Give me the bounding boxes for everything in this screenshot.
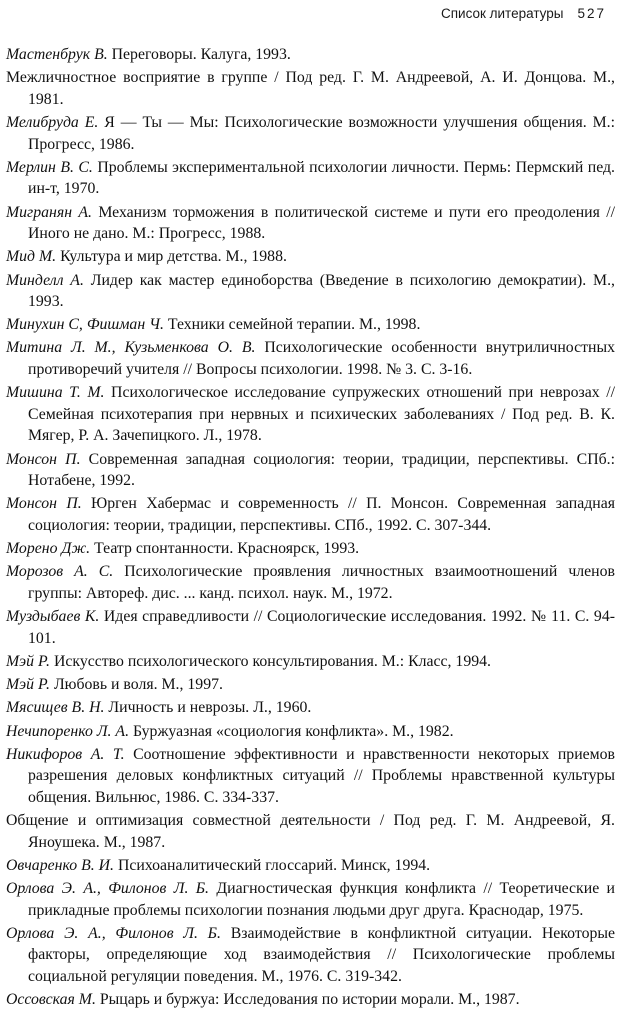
entry-text: Психоаналитический глоссарий. Минск, 1994. <box>117 856 431 874</box>
bibliography-entry <box>6 923 615 988</box>
entry-author: Никифоров А. Т. <box>6 745 125 763</box>
entry-text: Любовь и воля. М., 1997. <box>53 676 223 694</box>
bibliography-entry <box>6 855 615 877</box>
bibliography-entry <box>6 202 615 245</box>
entry-text: Буржуазная «социология конфликта». М., 1982. <box>132 722 454 740</box>
bibliography-entry <box>6 989 615 1011</box>
bibliography-entry <box>6 493 615 536</box>
entry-text: Юрген Хабермас и современность // П. Монсон. Современная западная социология: теории, традиции, перспективы. СПб., 1992. С. 307-344. <box>28 495 615 534</box>
section-title: Список литературы <box>440 6 564 21</box>
entry-author: Мерлин В. С. <box>6 158 93 176</box>
bibliography-entry <box>6 674 615 696</box>
entry-text: Искусство психологического консультирования. М.: Класс, 1994. <box>53 652 491 670</box>
entry-text: Техники семейной терапии. М., 1998. <box>167 316 421 334</box>
bibliography-entry <box>6 744 615 809</box>
bibliography-entry <box>6 270 615 313</box>
entry-author: Мясищев В. Н. <box>6 699 105 717</box>
entry-author: Орлова Э. А., Филонов Л. Б. <box>6 880 210 898</box>
bibliography-entry <box>6 382 615 447</box>
entry-text: Личность и неврозы. Л., 1960. <box>108 699 312 717</box>
bibliography-entry <box>6 449 615 492</box>
entry-author: Оссовская М. <box>6 991 96 1009</box>
entry-author: Митина Л. М., Кузьменкова О. В. <box>6 339 256 357</box>
entry-text: Переговоры. Калуга, 1993. <box>111 46 291 63</box>
entry-author: Мишина Т. М. <box>6 384 105 402</box>
entry-text: Психологические особенности внутриличностных противоречий учителя // Вопросы психологии. 1998. № 3. С. 3-16. <box>28 339 615 379</box>
entry-text: Межличностное восприятие в группе / Под ред. Г. М. Андреевой, А. И. Донцова. М., 1981. <box>6 69 615 108</box>
entry-text: Общение и оптимизация совместной деятельности / Под ред. Г. М. Андреевой, Я. Яноушека. М., 1987. <box>6 812 615 851</box>
bibliography-entry <box>6 157 615 200</box>
entry-text: Психологическое исследование супружеских отношений при неврозах // Семейная психотерапия при нервных и психических заболеваниях / Под ред. В. К. Мягер, Р. А. Зачепицкого. Л., 1978. <box>28 384 615 445</box>
entry-text: Театр спонтанности. Красноярск, 1993. <box>94 540 360 558</box>
entry-author: Мастенбрук В. <box>6 46 108 63</box>
bibliography-entry <box>6 44 615 66</box>
bibliography-entry <box>6 651 615 673</box>
entry-author: Мэй Р. <box>6 676 50 694</box>
bibliography-entry <box>6 67 615 110</box>
entry-author: Минделл А. <box>6 271 84 289</box>
entry-author: Монсон П. <box>6 450 81 468</box>
entry-text: Культура и мир детства. М., 1988. <box>60 248 287 266</box>
entry-text: Диагностическая функция конфликта // Теоретические и прикладные проблемы психологии познания людьми друг друга. Краснодар, 1975. <box>28 880 616 919</box>
bibliography-entry <box>6 337 615 380</box>
entry-text: Соотношение эффективности и нравственности некоторых приемов разрешения деловых конфликтных ситуаций // Проблемы нравственной культуры общения. Вильнюс, 1986. С. 334-337. <box>28 745 616 806</box>
entry-author: Овчаренко В. И. <box>6 856 114 874</box>
bibliography-entry <box>6 878 615 921</box>
bibliography-entry <box>6 538 615 560</box>
entry-text: Психологические проявления личностных взаимоотношений членов группы: Автореф. дис. ... канд. психол. наук. М., 1972. <box>28 563 615 602</box>
entry-author: Морозов А. С. <box>6 563 114 581</box>
entry-author: Монсон П. <box>6 495 82 513</box>
page-number: 527 <box>577 6 606 21</box>
bibliography-entry <box>6 606 615 649</box>
bibliography-entry <box>6 246 615 268</box>
bibliography-entry <box>6 810 615 853</box>
entry-text: Взаимодействие в конфликтной ситуации. Некоторые факторы, определяющие ход взаимодействия // Психологические проблемы социальной регуляции поведения. М., 1976. С. 319-342. <box>28 924 615 985</box>
entry-text: Идея справедливости // Социологические исследования. 1992. № 11. С. 94-101. <box>28 608 615 647</box>
entry-text: Проблемы экспериментальной психологии личности. Пермь: Пермский пед. ин-т, 1970. <box>28 158 615 198</box>
entry-author: Мид М. <box>6 248 57 266</box>
entry-author: Мэй Р. <box>6 652 50 670</box>
bibliography-entry <box>6 697 615 719</box>
entry-author: Нечипоренко Л. А. <box>6 722 130 740</box>
bibliography-entry <box>6 721 615 743</box>
entry-text: Я — Ты — Мы: Психологические возможности улучшения общения. М.: Прогресс, 1986. <box>28 113 615 153</box>
entry-author: Морено Дж. <box>6 540 91 558</box>
bibliography-entry <box>6 314 615 336</box>
entry-author: Мигранян А. <box>6 203 92 221</box>
entry-text: Лидер как мастер единоборства (Введение в психологию демократии). М., 1993. <box>28 271 615 311</box>
entry-author: Муздыбаев К. <box>6 608 100 626</box>
bibliography-entry <box>6 112 615 155</box>
entry-text: Современная западная социология: теории, традиции, перспективы. СПб.: Нотабене, 1992. <box>28 450 615 490</box>
entry-text: Рыцарь и буржуа: Исследования по истории морали. М., 1987. <box>99 991 520 1009</box>
bibliography-entry <box>6 561 615 604</box>
bibliography-list <box>6 44 615 1012</box>
entry-author: Мелибруда Е. <box>6 113 99 131</box>
entry-text: Механизм торможения в политической системе и пути его преодоления // Иного не дано. М.: Прогресс, 1988. <box>28 203 615 243</box>
entry-author: Орлова Э. А., Филонов Л. Б. <box>6 924 221 942</box>
entry-author: Минухин С, Фишман Ч. <box>6 316 164 334</box>
running-head <box>441 6 606 21</box>
